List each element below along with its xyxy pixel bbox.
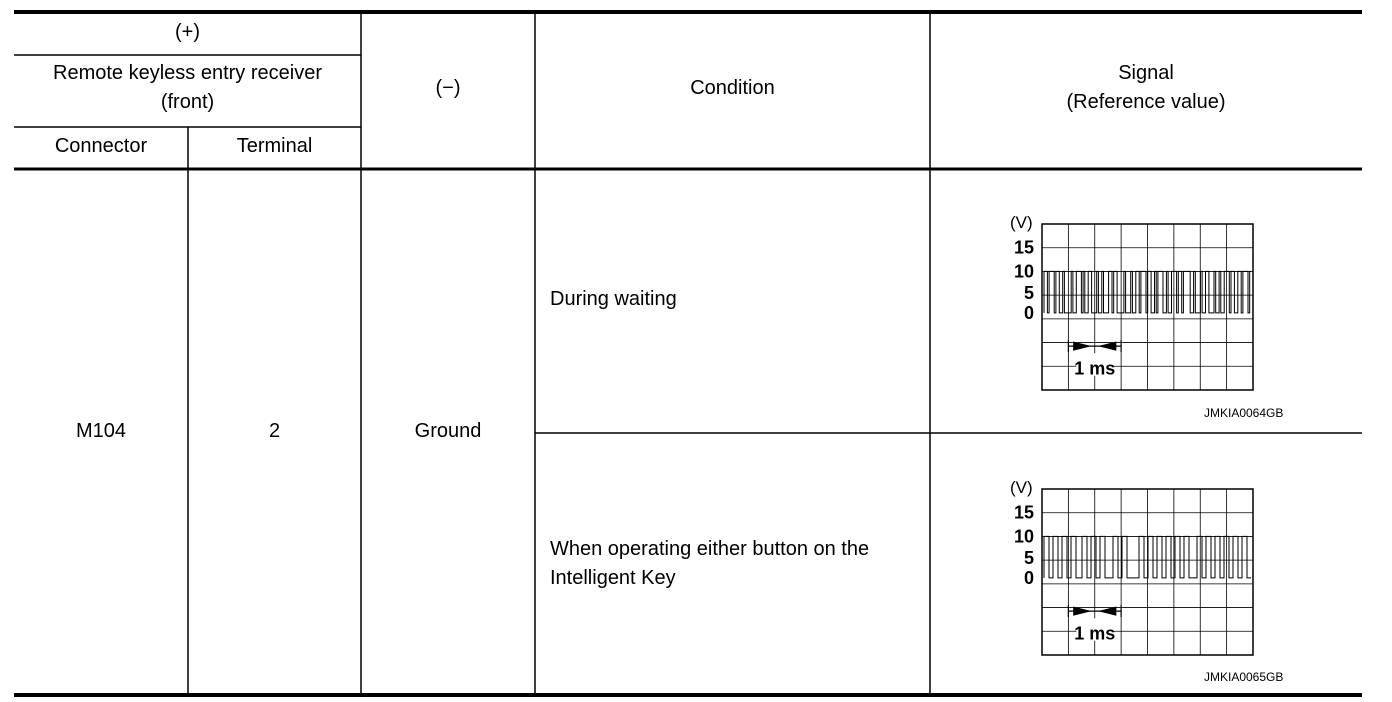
- header-receiver-line1: Remote keyless entry receiver: [53, 62, 322, 84]
- scope-tick-label: 0: [1023, 567, 1034, 588]
- scope-tick-label: 10: [1013, 261, 1034, 282]
- scope-tick-label: 0: [1023, 302, 1034, 323]
- header-condition: Condition: [690, 77, 775, 99]
- time-scale-label: 1 ms: [1074, 358, 1116, 379]
- time-scale-label: 1 ms: [1074, 623, 1116, 644]
- header-minus: (−): [435, 77, 461, 99]
- scope-tick-label: 5: [1023, 282, 1034, 303]
- row-ground: Ground: [414, 420, 482, 442]
- row-terminal: 2: [268, 420, 281, 442]
- scope-tick-label: 15: [1013, 502, 1034, 523]
- header-signal-line2: (Reference value): [1066, 91, 1226, 113]
- condition-text: During waiting: [550, 288, 677, 310]
- condition-text-line2: Intelligent Key: [550, 567, 676, 589]
- header-connector: Connector: [54, 135, 148, 157]
- scope-unit-label: (V): [1010, 213, 1033, 232]
- header-signal-line1: Signal: [1118, 62, 1174, 84]
- condition-text: When operating either button on the: [550, 538, 870, 560]
- waveform-button-press: [990, 470, 1320, 695]
- scope-unit-label: (V): [1010, 478, 1033, 497]
- waveform-waiting: [990, 205, 1320, 430]
- header-plus: (+): [175, 21, 200, 43]
- scope-tick-label: 15: [1013, 237, 1034, 258]
- scope-tick-label: 5: [1023, 547, 1034, 568]
- figure-code: JMKIA0064GB: [1204, 406, 1284, 420]
- row-connector: M104: [75, 420, 127, 442]
- scope-tick-label: 10: [1013, 526, 1034, 547]
- scope-waveform: [1044, 271, 1251, 313]
- header-receiver-line2: (front): [160, 91, 215, 113]
- oscilloscope-chart: [990, 470, 1320, 695]
- header-terminal: Terminal: [236, 135, 313, 157]
- oscilloscope-chart: [990, 205, 1320, 430]
- figure-code: JMKIA0065GB: [1204, 670, 1284, 684]
- scope-waveform: [1044, 536, 1251, 578]
